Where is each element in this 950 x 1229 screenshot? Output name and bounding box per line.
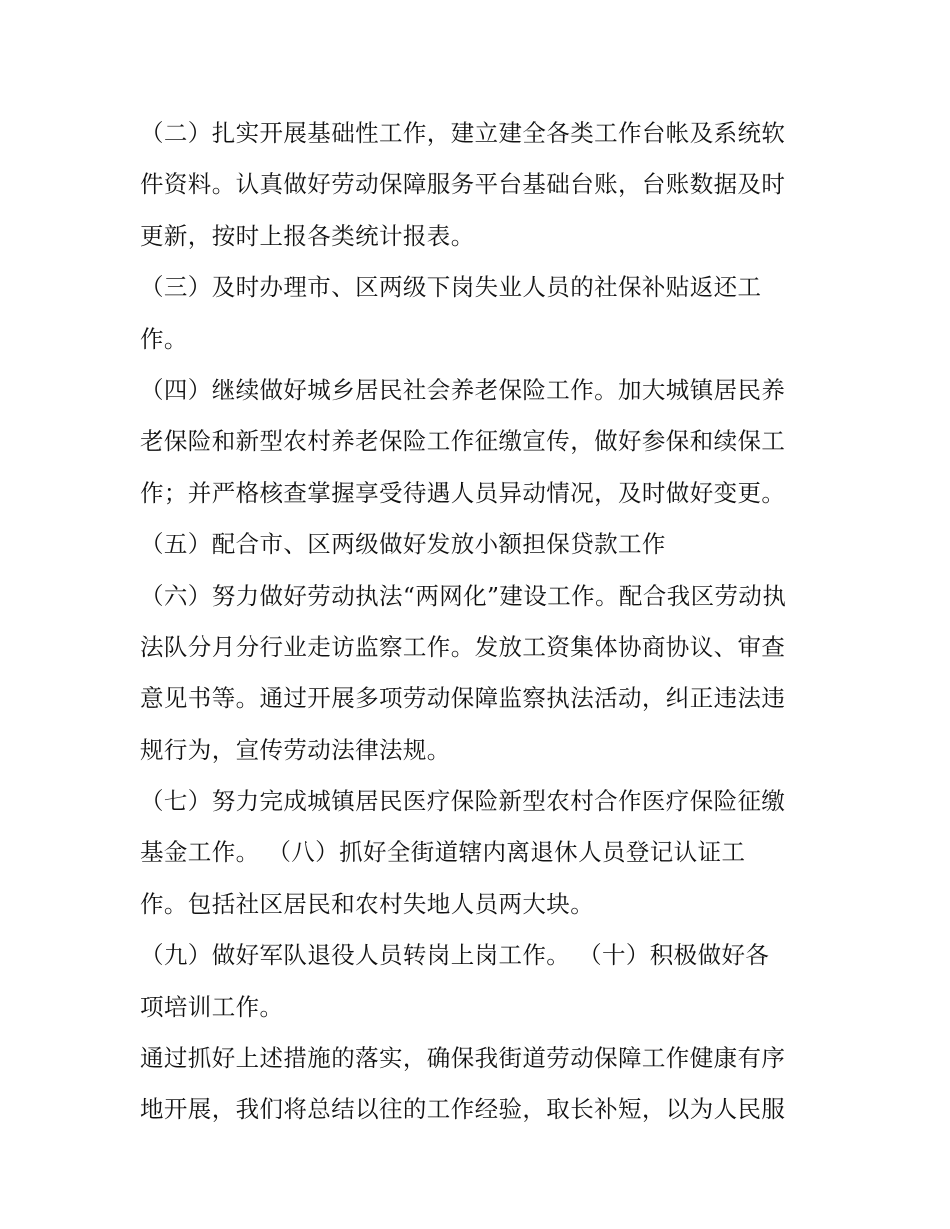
text-line: （五）配合市、区两级做好发放小额担保贷款工作 (140, 530, 666, 559)
text-line: 意见书等。通过开展多项劳动保障监察执法活动，纠正违法违 (140, 684, 786, 713)
text-line: 地开展，我们将总结以往的工作经验，取长补短，以为人民服 (140, 1095, 786, 1124)
text-line: 件资料。认真做好劳动保障服务平台基础台账，台账数据及时 (140, 170, 786, 199)
text-line: （六）努力做好劳动执法“两网化”建设工作。配合我区劳动执 (140, 581, 787, 610)
text-line: 老保险和新型农村养老保险工作征缴宣传，做好参保和续保工 (140, 427, 786, 456)
text-line: （七）努力完成城镇居民医疗保险新型农村合作医疗保险征缴 (140, 787, 786, 816)
text-line: 作；并严格核查掌握享受待遇人员异动情况，及时做好变更。 (140, 478, 786, 507)
text-line: 基金工作。 （八）抓好全街道辖内离退休人员登记认证工 (140, 838, 746, 867)
text-line: 作。包括社区居民和农村失地人员两大块。 (140, 889, 595, 918)
text-line: 通过抓好上述措施的落实，确保我街道劳动保障工作健康有序 (140, 1044, 786, 1073)
text-line: （三）及时办理市、区两级下岗失业人员的社保补贴返还工 (140, 273, 762, 302)
text-line: 规行为，宣传劳动法律法规。 (140, 735, 451, 764)
text-line: 作。 (140, 324, 188, 353)
text-line: 更新，按时上报各类统计报表。 (140, 221, 475, 250)
document-body (140, 108, 820, 1136)
text-line: （四）继续做好城乡居民社会养老保险工作。加大城镇居民养 (140, 375, 786, 404)
text-line: 项培训工作。 (140, 992, 284, 1021)
text-line: （九）做好军队退役人员转岗上岗工作。 （十）积极做好各 (140, 941, 770, 970)
text-line: （二）扎实开展基础性工作，建立建全各类工作台帐及系统软 (140, 119, 786, 147)
text-line: 法队分月分行业走访监察工作。发放工资集体协商协议、审查 (140, 632, 786, 661)
